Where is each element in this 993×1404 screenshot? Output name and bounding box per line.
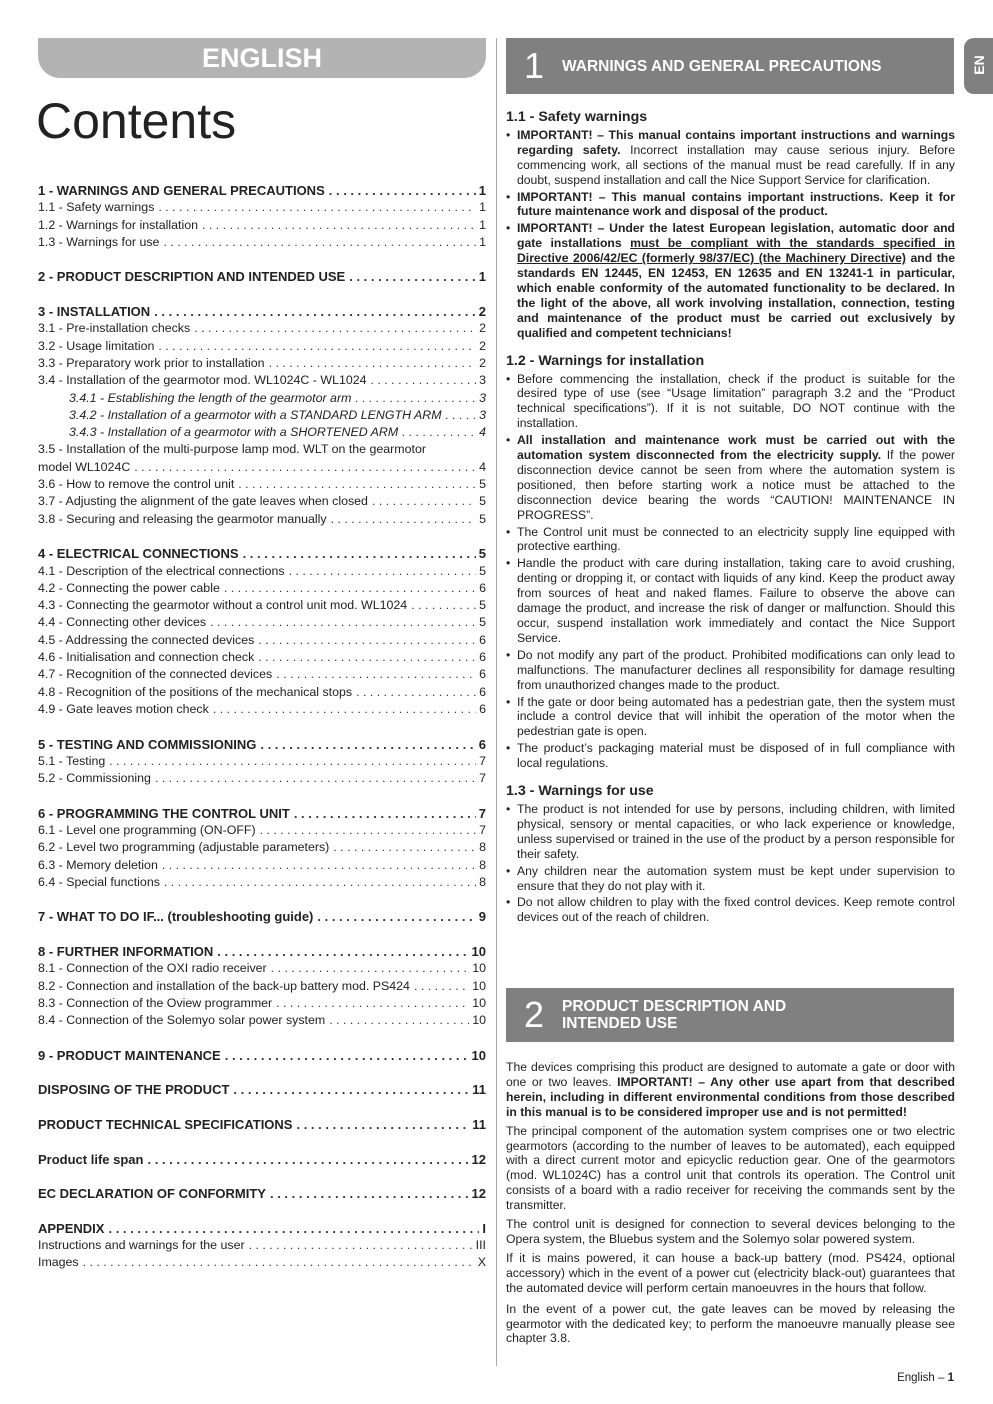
section-1-header [506, 38, 954, 94]
toc-entry: 4.1 - Description of the electrical connections . . . 5 [38, 563, 486, 580]
section-number: 1 [523, 45, 545, 86]
toc-entry: 8.1 - Connection of the OXI radio receiver . . . 10 [38, 960, 486, 977]
toc-entry: 3.4.2 - Installation of a gearmotor with a STANDARD LENGTH ARM . . . 3 [38, 407, 486, 424]
toc-entry: 9 - PRODUCT MAINTENANCE . . . 10 [38, 1047, 486, 1064]
section-number: 2 [523, 994, 545, 1035]
toc-entry: 4 - ELECTRICAL CONNECTIONS . . . 5 [38, 545, 486, 562]
toc-entry: 4.4 - Connecting other devices . . . 5 [38, 614, 486, 631]
paragraph: In the event of a power cut, the gate leaves can be moved by releasing the gearmotor with the dedicated key; to perform the manoeuvre manually please see chapter 3.8. [506, 1301, 955, 1346]
toc-entry: 3.5 - Installation of the multi-purpose lamp mod. WLT on the gearmotor [38, 442, 426, 457]
toc-entry: Instructions and warnings for the user . . . III [38, 1237, 486, 1254]
paragraph: The principal component of the automation system comprises one or two electric gearmotors (according to the number of leaves to be automated), each equipped with a direct current motor and epicyclic reduction gear. One of the gearmotors (mod. WL1024C) has a control unit that controls its operation. The Control unit consists of a board with a radio receiver for receiving the commands sent by the transmitter. [506, 1123, 955, 1213]
toc-entry: 8.2 - Connection and installation of the back-up battery mod. PS424 . . . 10 [38, 978, 486, 995]
column-divider [496, 38, 497, 1366]
list-item: • If the gate or door being automated has a pedestrian gate, then the system must include a control device that will inhibit the operation of the motor when the pedestrian gate is open. [506, 695, 955, 740]
toc-entry: 8.3 - Connection of the Oview programmer . . . 10 [38, 995, 486, 1012]
table-of-contents [38, 182, 486, 1272]
toc-entry: 5 - TESTING AND COMMISSIONING . . . 6 [38, 736, 486, 753]
list-item: • Do not modify any part of the product. Prohibited modifications can only lead to malfunctions. The manufacturer declines all responsibility for damage resulting from unauthorized changes made to the product. [506, 648, 955, 693]
toc-entry: 1.2 - Warnings for installation . . . 1 [38, 217, 486, 234]
toc-entry: 3.8 - Securing and releasing the gearmotor manually . . . 5 [38, 511, 486, 528]
toc-entry: EC DECLARATION OF CONFORMITY . . . 12 [38, 1185, 486, 1202]
section-title: WARNINGS AND GENERAL PRECAUTIONS [562, 57, 882, 75]
toc-entry: 1.1 - Safety warnings . . . 1 [38, 199, 486, 216]
subsection-title: 1.2 - Warnings for installation [506, 352, 705, 369]
list-item: • The product is not intended for use by persons, including children, with limited physical, sensory or mental capacities, or who lack experience or knowledge, unless supervised or trained in the use of the product by a person responsible for their safety. [506, 802, 955, 862]
toc-entry: PRODUCT TECHNICAL SPECIFICATIONS . . . 11 [38, 1116, 486, 1133]
paragraph: The control unit is designed for connection to several devices belonging to the Opera system, the Bluebus system and the Solemyo solar powered system. [506, 1217, 955, 1246]
toc-entry: DISPOSING OF THE PRODUCT . . . 11 [38, 1081, 486, 1098]
toc-entry: 3.4.1 - Establishing the length of the gearmotor arm . . . 3 [38, 390, 486, 407]
list-item: • Any children near the automation system must be kept under supervision to ensure that they do not play with it. [506, 864, 955, 894]
toc-entry: 4.7 - Recognition of the connected devices . . . 6 [38, 666, 486, 683]
toc-entry: APPENDIX . . . I [38, 1220, 486, 1237]
language-tab: EN [964, 38, 993, 94]
toc-entry: 6.3 - Memory deletion . . . 8 [38, 857, 486, 874]
subsection-title: 1.1 - Safety warnings [506, 109, 648, 125]
toc-entry: 4.2 - Connecting the power cable . . . 6 [38, 580, 486, 597]
toc-entry: 8 - FURTHER INFORMATION . . . 10 [38, 943, 486, 960]
list-item: • Before commencing the installation, check if the product is suitable for the desired type of use (see “Usage limitation” paragraph 3.2 and the "Product technical specifications”). If it is not suitable, DO NOT continue with the installation. [506, 372, 955, 432]
toc-entry: 8.4 - Connection of the Solemyo solar power system . . . 10 [38, 1012, 486, 1029]
list-item: • Handle the product with care during installation, taking care to avoid crushing, denting or dropping it, or contact with liquids of any kind. Keep the product away from sources of heat and naked flames. Failure to observe the above can damage the product, and increase the risk of danger or malfunction. Should this occur, suspend installation work immediately and contact the Nice Support Service. [506, 556, 955, 645]
subsection-title: 1.3 - Warnings for use [506, 783, 654, 800]
list-item: • IMPORTANT! – Under the latest European legislation, automatic door and gate installations must be compliant with the standards specified in Directive 2006/42/EC (formerly 98/37/EC) (the Machinery Directive) and the standards EN 12445, EN 12453, EN 12635 and EN 13241-1 in particular, which enable conformity of the automated functionality to be declared. In the light of the above, all work involving installation, connection, testing and maintenance of the product must be carried out exclusively by qualified and competent technicians! [506, 221, 955, 340]
section-1-body [506, 110, 955, 927]
section-2-header [506, 988, 954, 1042]
toc-entry: 5.2 - Commissioning . . . 7 [38, 770, 486, 787]
toc-entry: 1 - WARNINGS AND GENERAL PRECAUTIONS . . . 1 [38, 182, 486, 199]
list-item: • IMPORTANT! – This manual contains important instructions. Keep it for future maintenance work and disposal of the product. [506, 190, 955, 220]
toc-entry: Product life span . . . 12 [38, 1151, 486, 1168]
toc-entry: 1.3 - Warnings for use . . . 1 [38, 234, 486, 251]
toc-entry: 4.6 - Initialisation and connection check . . . 6 [38, 649, 486, 666]
toc-entry: Images . . . X [38, 1254, 486, 1271]
toc-entry: 3.6 - How to remove the control unit . . . 5 [38, 476, 486, 493]
toc-entry: 7 - WHAT TO DO IF... (troubleshooting guide) . . . 9 [38, 908, 486, 925]
list-item: • The Control unit must be connected to an electricity supply line equipped with protective earthing. [506, 525, 955, 555]
toc-entry: 3.1 - Pre-installation checks . . . 2 [38, 320, 486, 337]
list-item: • IMPORTANT! – This manual contains important instructions and warnings regarding safety. Incorrect installation may cause serious injury. Before commencing work, all sections of the manual must be read carefully. If in any doubt, suspend installation and call the Nice Support Service for clarification. [506, 128, 955, 188]
toc-entry: 3.2 - Usage limitation . . . 2 [38, 338, 486, 355]
toc-entry: 5.1 - Testing . . . 7 [38, 753, 486, 770]
page-footer: English – 1 [897, 1372, 954, 1384]
toc-entry: 3.4 - Installation of the gearmotor mod. WL1024C - WL1024 . . . 3 [38, 372, 486, 389]
toc-entry: 4.9 - Gate leaves motion check . . . 6 [38, 701, 486, 718]
paragraph: If it is mains powered, it can house a back-up battery (mod. PS424, optional accessory) which in the event of a power cut (electricity black-out) guarantees that the automated device will perform certain manoeuvres in the hours that follow. [506, 1250, 955, 1295]
list-item: • All installation and maintenance work must be carried out with the automation system disconnected from the electricity supply. If the power disconnection device cannot be seen from where the automation system is positioned, then before starting work a notice must be attached to the disconnection device bearing the words “CAUTION! MAINTENANCE IN PROGRESS”. [506, 433, 955, 522]
contents-title: Contents [36, 93, 237, 149]
section-title: PRODUCT DESCRIPTION AND INTENDED USE [562, 998, 787, 1032]
list-item: • Do not allow children to play with the fixed control devices. Keep remote control devices out of the reach of children. [506, 895, 955, 925]
toc-entry: 3.4.3 - Installation of a gearmotor with a SHORTENED ARM . . . 4 [38, 424, 486, 441]
toc-entry: 4.8 - Recognition of the positions of the mechanical stops . . . 6 [38, 684, 486, 701]
toc-entry: 6 - PROGRAMMING THE CONTROL UNIT . . . 7 [38, 805, 486, 822]
toc-entry: model WL1024C . . . 4 [38, 459, 486, 476]
toc-entry: 6.4 - Special functions . . . 8 [38, 874, 486, 891]
section-2-body [506, 1060, 955, 1350]
toc-entry: 3.3 - Preparatory work prior to installation . . . 2 [38, 355, 486, 372]
toc-entry: 3.7 - Adjusting the alignment of the gate leaves when closed . . . 5 [38, 493, 486, 510]
list-item: • The product’s packaging material must be disposed of in full compliance with local regulations. [506, 741, 955, 771]
paragraph: The devices comprising this product are designed to automate a gate or door with one or two leaves. IMPORTANT! – Any other use apart from that described herein, including in different environmental conditions from those described in this manual is to be considered improper use and is not permitted! [506, 1060, 955, 1119]
toc-entry: 6.2 - Level two programming (adjustable parameters) . . . 8 [38, 839, 486, 856]
toc-entry: 4.3 - Connecting the gearmotor without a control unit mod. WL1024 . . . 5 [38, 597, 486, 614]
toc-entry: 4.5 - Addressing the connected devices . . . 6 [38, 632, 486, 649]
toc-entry: 3 - INSTALLATION . . . 2 [38, 303, 486, 320]
toc-entry: 6.1 - Level one programming (ON-OFF) . . . 7 [38, 822, 486, 839]
language-banner: ENGLISH [38, 38, 486, 78]
toc-entry: 2 - PRODUCT DESCRIPTION AND INTENDED USE . . . 1 [38, 268, 486, 285]
